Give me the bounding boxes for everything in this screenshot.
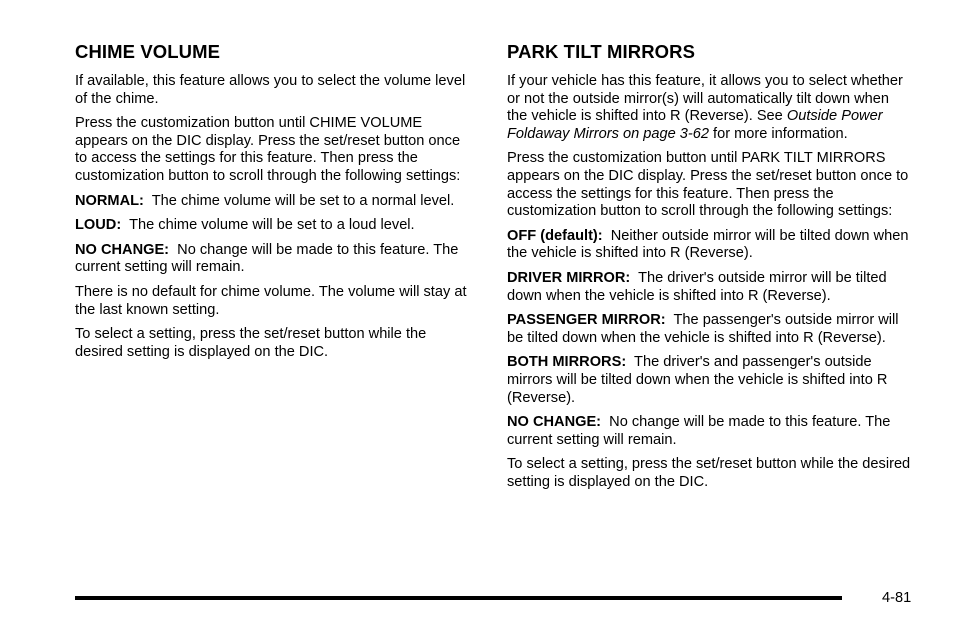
- setting-label: NO CHANGE:: [507, 414, 602, 431]
- setting-description: The passenger's outside mirror will be tilted down when the vehicle is shifted into R (Reverse).: [507, 312, 899, 346]
- setting-description: No change will be made to this feature. The current setting will remain.: [507, 414, 891, 448]
- mirrors-setting-passenger: [507, 312, 912, 347]
- setting-description: No change will be made to this feature. The current setting will remain.: [75, 241, 459, 276]
- setting-label: NO CHANGE:: [75, 241, 170, 258]
- mirrors-setting-no-change: [507, 414, 912, 449]
- setting-label: OFF (default):: [507, 227, 603, 244]
- chime-instructions-paragraph: Press the customization button until CHIME VOLUME appears on the DIC display. Press the set/reset button once to access the settings for this feature. Then press the customization button to scroll through the following settings:: [75, 115, 461, 184]
- chime-setting-no-change: [75, 242, 475, 277]
- setting-label: BOTH MIRRORS:: [507, 354, 627, 371]
- setting-description: The chime volume will be set to a normal level.: [151, 192, 455, 209]
- chime-setting-loud: [75, 217, 475, 235]
- mirrors-select-paragraph: To select a setting, press the set/reset button while the desired setting is displayed on the DIC.: [507, 456, 911, 490]
- page-number: 4-81: [882, 590, 912, 606]
- setting-description: The driver's outside mirror will be tilted down when the vehicle is shifted into R (Reverse).: [507, 269, 887, 304]
- chime-volume-heading: CHIME VOLUME: [75, 41, 221, 62]
- park-tilt-mirrors-heading: PARK TILT MIRRORS: [507, 41, 696, 62]
- intro-text-end: for more information.: [713, 125, 848, 142]
- mirrors-setting-both: [507, 354, 912, 407]
- mirrors-setting-driver: [507, 270, 912, 305]
- setting-description: The chime volume will be set to a loud level.: [129, 217, 415, 234]
- setting-label: NORMAL:: [75, 192, 144, 209]
- setting-description: The driver's and passenger's outside mirrors will be tilted down when the vehicle is shifted into R (Reverse).: [507, 354, 888, 406]
- chime-intro-paragraph: If available, this feature allows you to select the volume level of the chime.: [75, 73, 466, 107]
- right-column: [507, 40, 912, 498]
- left-column: [75, 40, 475, 368]
- mirrors-instructions-paragraph: Press the customization button until PARK TILT MIRRORS appears on the DIC display. Press the set/reset button once to access the settings for this feature. Then press the customization button to scroll through the following settings:: [507, 150, 909, 220]
- mirrors-setting-off: [507, 228, 912, 263]
- footer-rule: [75, 596, 842, 600]
- cross-reference: Outside Power Foldaway Mirrors on page 3-62: [507, 108, 883, 142]
- chime-setting-normal: [75, 193, 475, 211]
- setting-label: LOUD:: [75, 217, 122, 234]
- chime-default-paragraph: There is no default for chime volume. The volume will stay at the last known setting.: [75, 283, 467, 318]
- setting-label: DRIVER MIRROR:: [507, 269, 631, 286]
- intro-text: If your vehicle has this feature, it allows you to select whether or not the outside mirror(s) will automatically tilt down when the vehicle is shifted into R (Reverse). See: [507, 73, 903, 125]
- setting-label: PASSENGER MIRROR:: [507, 312, 666, 329]
- mirrors-intro-paragraph: [507, 73, 912, 143]
- setting-description: Neither outside mirror will be tilted down when the vehicle is shifted into R (Reverse).: [507, 227, 909, 262]
- chime-select-paragraph: To select a setting, press the set/reset button while the desired setting is displayed on the DIC.: [75, 326, 427, 360]
